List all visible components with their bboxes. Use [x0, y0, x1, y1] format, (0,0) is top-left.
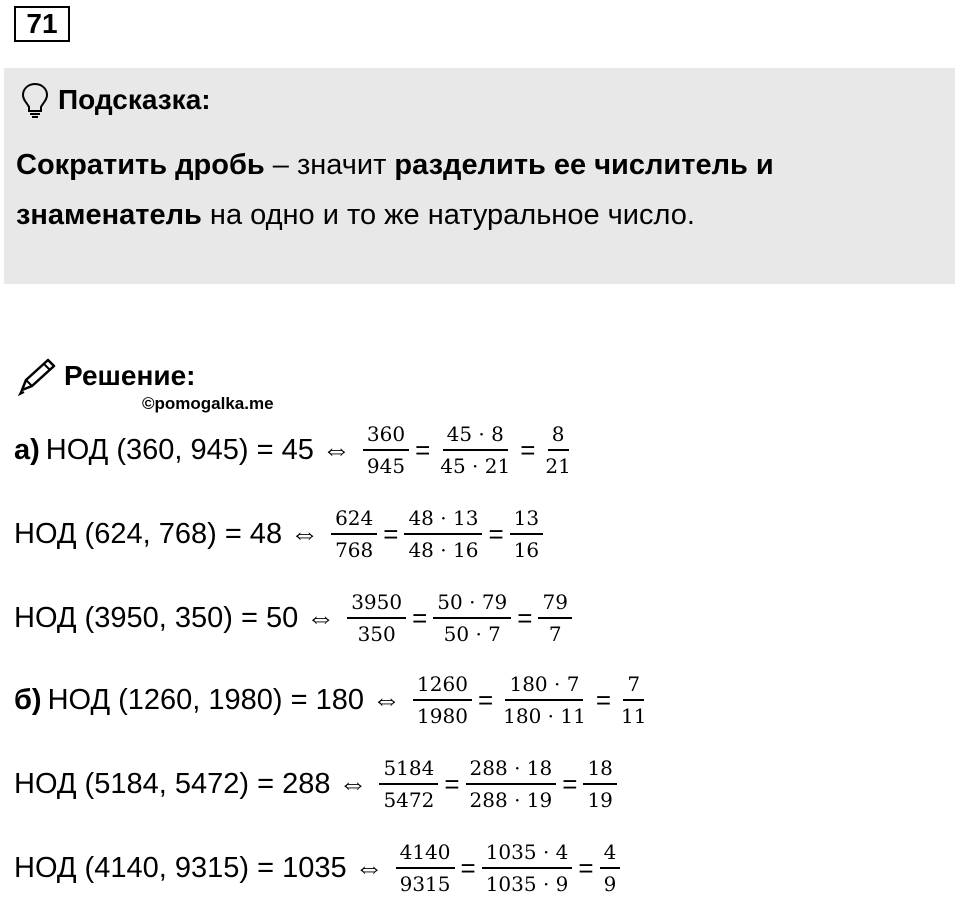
fraction-numerator: 48 · 13 [404, 506, 482, 535]
fraction [482, 840, 573, 896]
fraction [617, 672, 650, 728]
fraction-numerator: 1035 · 4 [482, 840, 573, 869]
fraction [499, 672, 590, 728]
equals-symbol: = [595, 684, 612, 715]
fraction [600, 840, 621, 896]
solution-title: Решение: [64, 360, 196, 391]
gcd-expression: НОД (1260, 1980) = 180 [47, 683, 365, 716]
fraction-denominator: 1980 [417, 704, 468, 728]
fraction-numerator: 50 · 79 [433, 590, 511, 619]
equivalence-symbol: ⇔ [372, 683, 402, 716]
fraction-numerator: 180 · 7 [505, 672, 583, 701]
equals-symbol: = [477, 684, 494, 715]
fraction-numerator: 3950 [347, 590, 406, 619]
fraction-numerator: 5184 [379, 756, 438, 785]
equals-symbol: = [517, 602, 533, 633]
fraction-denominator: 945 [366, 454, 406, 478]
fraction-numerator: 4140 [396, 840, 455, 869]
fraction [466, 756, 557, 812]
fraction [379, 756, 438, 812]
equivalence-symbol: ⇔ [321, 433, 351, 466]
equivalence-symbol: ⇔ [354, 851, 384, 884]
fraction-denominator: 45 · 21 [440, 454, 511, 478]
hint-text [16, 140, 941, 240]
fraction-denominator: 11 [621, 704, 647, 728]
fraction [583, 756, 616, 812]
equals-symbol: = [562, 768, 578, 799]
solution-row [14, 840, 624, 896]
solution-row [14, 672, 654, 728]
fraction-numerator: 13 [510, 506, 543, 535]
equals-symbol: = [520, 434, 536, 465]
hint-text-part: знаменатель [16, 199, 202, 231]
fraction-numerator: 4 [600, 840, 621, 869]
fraction [363, 422, 409, 478]
hint-text-part: Сократить дробь [16, 149, 265, 181]
fraction-denominator: 21 [545, 454, 571, 478]
fraction-denominator: 19 [587, 788, 613, 812]
fraction [538, 590, 571, 646]
hint-text-part: разделить ее числитель и [394, 149, 774, 181]
equals-symbol: = [412, 602, 428, 633]
gcd-expression: НОД (4140, 9315) = 1035 [14, 851, 347, 884]
fraction [331, 506, 377, 562]
fraction-numerator: 624 [331, 506, 377, 535]
hint-box [4, 68, 955, 284]
hint-title: Подсказка: [58, 84, 211, 115]
gcd-expression: НОД (360, 945) = 45 [45, 433, 314, 466]
watermark: ©pomogalka.me [142, 394, 274, 413]
solution-row [14, 506, 547, 562]
fraction-numerator: 79 [538, 590, 571, 619]
fraction [404, 506, 482, 562]
pencil-icon [16, 356, 58, 396]
fraction-denominator: 180 · 11 [503, 704, 586, 728]
fraction [436, 422, 514, 478]
gcd-expression: НОД (3950, 350) = 50 [14, 601, 299, 634]
fraction-numerator: 1260 [413, 672, 472, 701]
solution-row [14, 422, 579, 478]
equals-symbol: = [578, 852, 594, 883]
solution-title-row [16, 356, 195, 396]
equals-symbol: = [460, 852, 476, 883]
solution-row [14, 590, 576, 646]
gcd-expression: НОД (624, 768) = 48 [14, 517, 283, 550]
hint-title-row [20, 82, 211, 118]
fraction-numerator: 288 · 18 [466, 756, 557, 785]
fraction-denominator: 350 [357, 622, 396, 646]
row-label: а) [14, 433, 40, 466]
fraction-numerator: 45 · 8 [443, 422, 508, 451]
lightbulb-icon [20, 82, 50, 118]
fraction-denominator: 48 · 16 [408, 538, 479, 562]
equivalence-symbol: ⇔ [290, 517, 320, 550]
fraction [541, 422, 574, 478]
equals-symbol: = [444, 768, 460, 799]
equivalence-symbol: ⇔ [306, 601, 336, 634]
fraction-numerator: 7 [623, 672, 644, 701]
fraction-denominator: 9 [603, 872, 617, 896]
fraction [347, 590, 406, 646]
fraction-denominator: 5472 [383, 788, 435, 812]
fraction-denominator: 9315 [399, 872, 451, 896]
fraction [433, 590, 511, 646]
fraction-denominator: 1035 · 9 [485, 872, 569, 896]
equals-symbol: = [383, 518, 399, 549]
solution-row [14, 756, 621, 812]
fraction [510, 506, 543, 562]
fraction-denominator: 50 · 7 [443, 622, 501, 646]
equals-symbol: = [415, 434, 431, 465]
fraction-denominator: 16 [513, 538, 540, 562]
task-number: 71 [14, 6, 70, 42]
gcd-expression: НОД (5184, 5472) = 288 [14, 767, 331, 800]
fraction-numerator: 18 [583, 756, 616, 785]
fraction-denominator: 768 [335, 538, 374, 562]
equals-symbol: = [488, 518, 504, 549]
fraction [413, 672, 472, 728]
fraction-denominator: 7 [548, 622, 562, 646]
hint-text-part: на одно и то же натуральное число. [201, 199, 695, 231]
fraction-numerator: 360 [363, 422, 409, 451]
fraction-numerator: 8 [548, 422, 569, 451]
equivalence-symbol: ⇔ [338, 767, 368, 800]
hint-text-part: – значит [264, 149, 395, 181]
fraction-denominator: 288 · 19 [469, 788, 553, 812]
row-label: б) [14, 683, 42, 716]
fraction [396, 840, 455, 896]
